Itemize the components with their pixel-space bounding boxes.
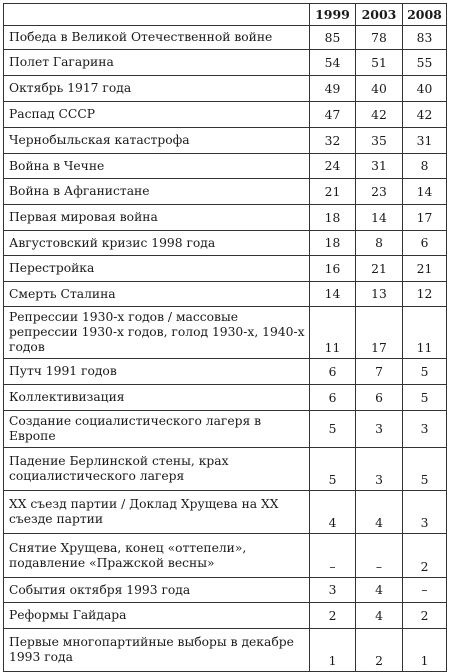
value-cell: 8 bbox=[356, 231, 403, 256]
table-row bbox=[4, 307, 447, 359]
value-cell: 3 bbox=[403, 411, 447, 448]
value-cell: 17 bbox=[356, 307, 403, 359]
value-cell: 3 bbox=[356, 448, 403, 491]
value-cell: 7 bbox=[356, 359, 403, 385]
event-label: Полет Гагарина bbox=[4, 50, 310, 76]
table-row bbox=[4, 629, 447, 672]
value-cell: 14 bbox=[356, 205, 403, 231]
value-cell: 13 bbox=[356, 282, 403, 307]
value-cell: 83 bbox=[403, 26, 447, 50]
value-cell: 21 bbox=[310, 179, 356, 205]
value-cell: – bbox=[403, 578, 447, 603]
event-label: Создание социалистического лагеря в Европе bbox=[4, 411, 310, 448]
event-label: Война в Афганистане bbox=[4, 179, 310, 205]
table-container bbox=[3, 3, 447, 672]
table-row bbox=[4, 76, 447, 102]
value-cell: 2 bbox=[403, 534, 447, 578]
table-row bbox=[4, 603, 447, 629]
value-cell: 6 bbox=[403, 231, 447, 256]
value-cell: 1 bbox=[403, 629, 447, 672]
value-cell: 35 bbox=[356, 128, 403, 154]
table-row bbox=[4, 411, 447, 448]
value-cell: 3 bbox=[403, 491, 447, 534]
value-cell: 18 bbox=[310, 205, 356, 231]
value-cell: 4 bbox=[356, 603, 403, 629]
header-row bbox=[4, 4, 447, 26]
event-label: Августовский кризис 1998 года bbox=[4, 231, 310, 256]
value-cell: 31 bbox=[356, 154, 403, 179]
value-cell: 85 bbox=[310, 26, 356, 50]
event-label: Распад СССР bbox=[4, 102, 310, 128]
value-cell: 6 bbox=[310, 385, 356, 411]
value-cell: 14 bbox=[310, 282, 356, 307]
value-cell: 4 bbox=[310, 491, 356, 534]
event-label: Октябрь 1917 года bbox=[4, 76, 310, 102]
value-cell: 42 bbox=[403, 102, 447, 128]
value-cell: 5 bbox=[403, 359, 447, 385]
event-label: События октября 1993 года bbox=[4, 578, 310, 603]
value-cell: 31 bbox=[403, 128, 447, 154]
value-cell: 78 bbox=[356, 26, 403, 50]
table-row bbox=[4, 282, 447, 307]
event-label: Репрессии 1930-х годов / массовые репрессии 1930-х годов, голод 1930-х, 1940-х годов bbox=[4, 307, 310, 359]
value-cell: 11 bbox=[403, 307, 447, 359]
event-label: Чернобыльская катастрофа bbox=[4, 128, 310, 154]
header-cell-empty bbox=[4, 4, 310, 26]
event-label: Смерть Сталина bbox=[4, 282, 310, 307]
value-cell: 47 bbox=[310, 102, 356, 128]
table-row bbox=[4, 26, 447, 50]
value-cell: 3 bbox=[356, 411, 403, 448]
value-cell: 49 bbox=[310, 76, 356, 102]
table-row bbox=[4, 578, 447, 603]
table-row bbox=[4, 256, 447, 282]
table-row bbox=[4, 50, 447, 76]
event-label: Реформы Гайдара bbox=[4, 603, 310, 629]
value-cell: 54 bbox=[310, 50, 356, 76]
table-row bbox=[4, 102, 447, 128]
value-cell: 42 bbox=[356, 102, 403, 128]
event-label: Путч 1991 годов bbox=[4, 359, 310, 385]
value-cell: 21 bbox=[356, 256, 403, 282]
value-cell: 2 bbox=[403, 603, 447, 629]
value-cell: 8 bbox=[403, 154, 447, 179]
value-cell: 5 bbox=[310, 448, 356, 491]
value-cell: 12 bbox=[403, 282, 447, 307]
value-cell: 40 bbox=[356, 76, 403, 102]
header-cell-year: 2008 bbox=[403, 4, 447, 26]
value-cell: 5 bbox=[310, 411, 356, 448]
table-row bbox=[4, 231, 447, 256]
header-cell-year: 1999 bbox=[310, 4, 356, 26]
table-row bbox=[4, 385, 447, 411]
value-cell: 51 bbox=[356, 50, 403, 76]
value-cell: – bbox=[356, 534, 403, 578]
table-row bbox=[4, 491, 447, 534]
header-cell-year: 2003 bbox=[356, 4, 403, 26]
value-cell: 4 bbox=[356, 491, 403, 534]
value-cell: 6 bbox=[310, 359, 356, 385]
table-row bbox=[4, 179, 447, 205]
value-cell: 40 bbox=[403, 76, 447, 102]
event-label: Победа в Великой Отечественной войне bbox=[4, 26, 310, 50]
event-label: Снятие Хрущева, конец «оттепели», подавление «Пражской весны» bbox=[4, 534, 310, 578]
value-cell: 5 bbox=[403, 448, 447, 491]
table-row bbox=[4, 448, 447, 491]
value-cell: – bbox=[310, 534, 356, 578]
value-cell: 55 bbox=[403, 50, 447, 76]
value-cell: 2 bbox=[310, 603, 356, 629]
value-cell: 3 bbox=[310, 578, 356, 603]
value-cell: 6 bbox=[356, 385, 403, 411]
value-cell: 4 bbox=[356, 578, 403, 603]
value-cell: 16 bbox=[310, 256, 356, 282]
table-row bbox=[4, 154, 447, 179]
value-cell: 1 bbox=[310, 629, 356, 672]
event-label: Война в Чечне bbox=[4, 154, 310, 179]
event-label: Первые многопартийные выборы в декабре 1993 года bbox=[4, 629, 310, 672]
event-label: Падение Берлинской стены, крах социалистического лагеря bbox=[4, 448, 310, 491]
table-body bbox=[4, 26, 447, 672]
table-row bbox=[4, 205, 447, 231]
value-cell: 2 bbox=[356, 629, 403, 672]
event-label: Коллективизация bbox=[4, 385, 310, 411]
table-row bbox=[4, 359, 447, 385]
event-label: Первая мировая война bbox=[4, 205, 310, 231]
table-row bbox=[4, 534, 447, 578]
value-cell: 11 bbox=[310, 307, 356, 359]
value-cell: 17 bbox=[403, 205, 447, 231]
value-cell: 24 bbox=[310, 154, 356, 179]
value-cell: 21 bbox=[403, 256, 447, 282]
table-row bbox=[4, 128, 447, 154]
event-label: XX съезд партии / Доклад Хрущева на XX съезде партии bbox=[4, 491, 310, 534]
value-cell: 14 bbox=[403, 179, 447, 205]
value-cell: 5 bbox=[403, 385, 447, 411]
value-cell: 23 bbox=[356, 179, 403, 205]
value-cell: 32 bbox=[310, 128, 356, 154]
event-label: Перестройка bbox=[4, 256, 310, 282]
events-table bbox=[3, 3, 447, 672]
value-cell: 18 bbox=[310, 231, 356, 256]
